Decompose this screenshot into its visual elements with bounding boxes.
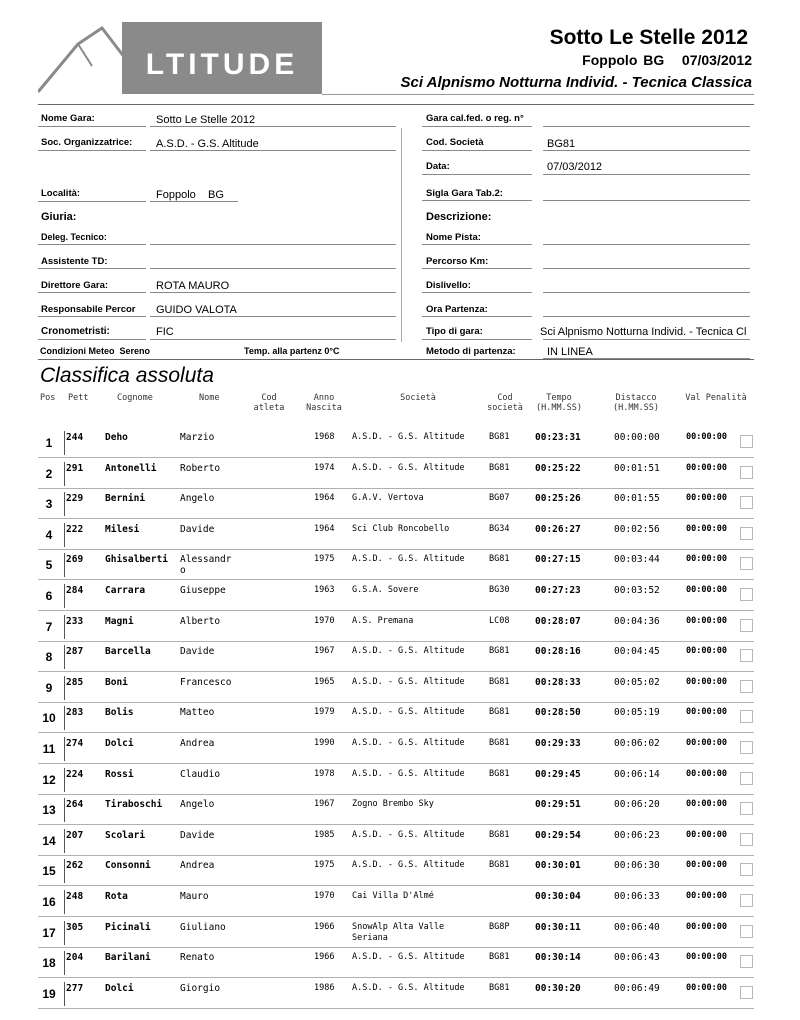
- distacco: 00:06:23: [614, 829, 660, 841]
- row-checkbox[interactable]: [740, 496, 753, 509]
- societa: A.S.D. - G.S. Altitude: [352, 554, 465, 565]
- cod-societa: BG81: [489, 707, 510, 718]
- societa: A.S.D. - G.S. Altitude: [352, 462, 465, 473]
- cod-societa: BG81: [489, 952, 510, 963]
- cognome: Rossi: [105, 768, 134, 780]
- row-separator: [64, 584, 65, 608]
- cronometristi-label: Cronometristi:: [41, 326, 110, 337]
- societa: A.S.D. - G.S. Altitude: [352, 952, 465, 963]
- data-label: Data:: [426, 161, 450, 172]
- anno-nascita: 1964: [314, 493, 335, 504]
- row-separator: [64, 492, 65, 516]
- penalita: 00:00:00: [686, 768, 727, 779]
- cognome: Deho: [105, 432, 128, 443]
- row-checkbox[interactable]: [740, 741, 753, 754]
- cognome: Dolci: [105, 982, 134, 994]
- tempo: 00:28:07: [535, 615, 581, 627]
- row-separator: [64, 431, 65, 455]
- row-checkbox[interactable]: [740, 925, 753, 938]
- penalita: 00:00:00: [686, 646, 727, 657]
- cognome: Milesi: [105, 523, 140, 535]
- table-row: [38, 948, 754, 978]
- societa: A.S.D. - G.S. Altitude: [352, 829, 465, 840]
- cod-soc-value: BG81: [547, 138, 576, 150]
- rank-number: 8: [45, 650, 53, 665]
- nome: Davide: [180, 829, 215, 841]
- row-checkbox[interactable]: [740, 955, 753, 968]
- bib-number: 291: [66, 462, 84, 474]
- rank-number: 18: [42, 956, 56, 971]
- row-separator: [64, 737, 65, 761]
- cod-soc-label: Cod. Società: [426, 137, 484, 148]
- row-checkbox[interactable]: [740, 680, 753, 693]
- bib-number: 224: [66, 768, 84, 780]
- tempo: 00:28:33: [535, 676, 581, 688]
- row-checkbox[interactable]: [740, 986, 753, 999]
- bib-number: 284: [66, 585, 84, 596]
- distacco: 00:06:30: [614, 860, 660, 872]
- classifica-title: Classifica assoluta: [40, 364, 214, 387]
- soc-org-label: Soc. Organizzatrice:: [41, 137, 133, 148]
- societa: A.S.D. - G.S. Altitude: [352, 738, 465, 748]
- descrizione-heading: Descrizione:: [426, 211, 492, 223]
- cognome: Rota: [105, 891, 128, 902]
- anno-nascita: 1985: [314, 829, 335, 840]
- rank-number: 7: [45, 619, 53, 634]
- distacco: 00:06:14: [614, 768, 660, 780]
- col-cognome: Cognome: [117, 393, 153, 403]
- nome: Roberto: [180, 462, 221, 474]
- row-checkbox[interactable]: [740, 894, 753, 907]
- row-checkbox[interactable]: [740, 466, 753, 479]
- distacco: 00:03:44: [614, 554, 660, 566]
- cod-societa: BG81: [489, 646, 510, 657]
- distacco: 00:04:45: [614, 646, 660, 658]
- tempo: 00:30:20: [535, 982, 581, 994]
- rank-number: 13: [42, 803, 56, 818]
- cod-societa: BG07: [489, 493, 510, 504]
- societa: A.S.D. - G.S. Altitude: [352, 707, 465, 718]
- anno-nascita: 1964: [314, 523, 335, 534]
- cognome: Barilani: [105, 952, 151, 964]
- rank-number: 5: [45, 558, 53, 573]
- row-separator: [64, 829, 65, 853]
- tempo: 00:30:14: [535, 952, 581, 964]
- nome: Marzio: [180, 432, 215, 443]
- anno-nascita: 1966: [314, 921, 335, 932]
- race-title: Sotto Le Stelle 2012: [549, 26, 748, 49]
- penalita: 00:00:00: [686, 462, 727, 473]
- anno-nascita: 1975: [314, 860, 335, 871]
- cognome: Consonni: [105, 860, 151, 872]
- cod-societa: BG81: [489, 768, 510, 779]
- distacco: 00:05:19: [614, 707, 660, 719]
- nome: Giorgio: [180, 982, 221, 994]
- penalita: 00:00:00: [686, 860, 727, 871]
- soc-org-value: A.S.D. - G.S. Altitude: [156, 138, 259, 150]
- table-row: [38, 795, 754, 825]
- bib-number: 283: [66, 707, 84, 719]
- cognome: Boni: [105, 676, 128, 688]
- distacco: 00:03:52: [614, 585, 660, 596]
- societa: A.S.D. - G.S. Altitude: [352, 432, 465, 442]
- row-separator: [64, 462, 65, 486]
- table-row: [38, 765, 754, 795]
- distacco: 00:06:33: [614, 891, 660, 902]
- row-separator: [64, 706, 65, 730]
- cod-societa: BG81: [489, 738, 510, 748]
- societa: Cai Villa D'Almé: [352, 891, 434, 901]
- deleg-label: Deleg. Tecnico:: [41, 232, 107, 242]
- nome: Mauro: [180, 891, 209, 902]
- assistente-label: Assistente TD:: [41, 256, 108, 267]
- tempo: 00:27:23: [535, 585, 581, 596]
- table-row: [38, 581, 754, 611]
- table-row: [38, 642, 754, 672]
- row-separator: [64, 921, 65, 945]
- info-top-rule: [38, 104, 754, 105]
- sigla-label: Sigla Gara Tab.2:: [426, 188, 503, 199]
- logo-text: LTITUDE: [145, 48, 299, 81]
- penalita: 00:00:00: [686, 554, 727, 565]
- nome: Renato: [180, 952, 215, 964]
- col-pett: Pett: [68, 393, 89, 403]
- rank-number: 1: [45, 436, 53, 450]
- rank-number: 3: [45, 497, 53, 512]
- penalita: 00:00:00: [686, 585, 727, 595]
- cod-societa: BG81: [489, 982, 510, 993]
- row-separator: [64, 859, 65, 883]
- col-cod-societa: Cod società: [487, 393, 523, 413]
- direttore-label: Direttore Gara:: [41, 280, 109, 291]
- condizioni-meteo: Condizioni Meteo Sereno: [40, 346, 151, 356]
- bib-number: 207: [66, 829, 84, 841]
- giuria-heading: Giuria:: [41, 211, 77, 223]
- penalita: 00:00:00: [686, 829, 727, 840]
- societa: A.S.D. - G.S. Altitude: [352, 982, 465, 993]
- table-row: [38, 673, 754, 703]
- cognome: Tiraboschi: [105, 799, 163, 811]
- col-penalita: Val Penalità: [685, 393, 747, 403]
- anno-nascita: 1978: [314, 768, 335, 779]
- row-separator: [64, 890, 65, 914]
- cod-societa: BG81: [489, 554, 510, 565]
- row-checkbox[interactable]: [740, 588, 753, 601]
- rank-number: 9: [45, 680, 53, 695]
- bib-number: 285: [66, 676, 84, 688]
- col-cod-atleta: Cod atleta: [253, 393, 285, 413]
- table-row: [38, 489, 754, 519]
- nome: Davide: [180, 646, 215, 658]
- anno-nascita: 1968: [314, 432, 335, 442]
- bib-number: 287: [66, 646, 84, 658]
- cod-societa: LC08: [489, 615, 510, 626]
- nome: Claudio: [180, 768, 221, 780]
- nome-gara-label: Nome Gara:: [41, 113, 95, 124]
- col-anno: Anno Nascita: [306, 393, 342, 413]
- bib-number: 248: [66, 891, 84, 902]
- table-row: [38, 612, 754, 642]
- row-checkbox[interactable]: [740, 527, 753, 540]
- header-rule: [322, 94, 754, 95]
- cod-societa: BG30: [489, 585, 510, 595]
- societa: A.S.D. - G.S. Altitude: [352, 768, 465, 779]
- rank-number: 2: [45, 466, 53, 481]
- tipo-gara-label: Tipo di gara:: [426, 326, 483, 337]
- localita-value: Foppolo BG: [156, 189, 224, 201]
- rank-number: 19: [42, 986, 56, 1001]
- row-separator: [64, 951, 65, 975]
- distacco: 00:06:20: [614, 799, 660, 811]
- penalita: 00:00:00: [686, 799, 727, 810]
- nome: Andrea: [180, 738, 215, 749]
- rank-number: 17: [42, 925, 56, 940]
- societa: Zogno Brembo Sky: [352, 799, 434, 810]
- col-tempo: Tempo (H.MM.SS): [535, 393, 583, 413]
- rank-number: 10: [42, 711, 56, 726]
- tipo-gara-value: Sci Alpnismo Notturna Individ. - Tecnica Cl: [540, 326, 747, 338]
- societa: A.S.D. - G.S. Altitude: [352, 860, 465, 871]
- distacco: 00:06:02: [614, 738, 660, 749]
- penalita: 00:00:00: [686, 921, 727, 932]
- bib-number: 204: [66, 952, 84, 964]
- row-divider: [38, 1008, 754, 1009]
- nome: Giuliano: [180, 921, 226, 933]
- anno-nascita: 1967: [314, 799, 335, 810]
- cognome: Bernini: [105, 493, 146, 505]
- temperatura: Temp. alla partenz 0°C: [244, 346, 340, 356]
- row-separator: [64, 645, 65, 669]
- tempo: 00:28:50: [535, 707, 581, 719]
- bib-number: 269: [66, 554, 84, 566]
- anno-nascita: 1966: [314, 952, 335, 963]
- rank-number: 16: [42, 895, 56, 909]
- penalita: 00:00:00: [686, 432, 727, 442]
- dislivello-label: Dislivello:: [426, 280, 471, 291]
- data-value: 07/03/2012: [547, 161, 603, 173]
- anno-nascita: 1979: [314, 707, 335, 718]
- societa: A.S.D. - G.S. Altitude: [352, 676, 465, 687]
- nome: Alberto: [180, 615, 221, 627]
- bib-number: 229: [66, 493, 84, 505]
- table-row: [38, 520, 754, 550]
- penalita: 00:00:00: [686, 615, 727, 626]
- cognome: Barcella: [105, 646, 151, 658]
- distacco: 00:05:02: [614, 676, 660, 688]
- cronometristi-value: FIC: [156, 326, 174, 338]
- localita-label: Località:: [41, 188, 81, 199]
- responsabile-label: Responsabile Percor: [41, 304, 136, 315]
- metodo-partenza-label: Metodo di partenza:: [426, 346, 516, 357]
- row-checkbox[interactable]: [740, 619, 753, 632]
- anno-nascita: 1974: [314, 462, 335, 473]
- penalita: 00:00:00: [686, 523, 727, 534]
- cognome: Antonelli: [105, 462, 157, 474]
- anno-nascita: 1970: [314, 615, 335, 626]
- rank-number: 14: [42, 833, 56, 848]
- metodo-partenza-value: IN LINEA: [547, 346, 593, 358]
- col-pos: Pos: [40, 393, 56, 403]
- anno-nascita: 1975: [314, 554, 335, 565]
- distacco: 00:00:00: [614, 432, 660, 443]
- col-societa: Società: [400, 393, 436, 403]
- info-bottom-rule: [38, 359, 754, 360]
- row-checkbox[interactable]: [740, 772, 753, 785]
- col-distacco: Distacco (H.MM.SS): [612, 393, 660, 413]
- societa: SnowAlp Alta Valle Seriana: [352, 921, 445, 943]
- table-row: [38, 550, 754, 580]
- table-row: [38, 979, 754, 1009]
- col-nome: Nome: [199, 393, 220, 403]
- gara-cal-label: Gara cal.fed. o reg. n°: [426, 113, 524, 124]
- row-separator: [64, 768, 65, 792]
- nome: Angelo: [180, 799, 215, 811]
- societa: A.S. Premana: [352, 615, 414, 626]
- table-row: [38, 734, 754, 764]
- row-separator: [64, 615, 65, 639]
- row-separator: [64, 798, 65, 822]
- distacco: 00:02:56: [614, 523, 660, 535]
- anno-nascita: 1986: [314, 982, 335, 993]
- cognome: Bolis: [105, 707, 134, 719]
- bib-number: 274: [66, 738, 84, 749]
- distacco: 00:06:40: [614, 921, 660, 933]
- anno-nascita: 1990: [314, 738, 335, 748]
- tempo: 00:29:54: [535, 829, 581, 841]
- rank-number: 4: [45, 527, 53, 542]
- tempo: 00:30:04: [535, 891, 581, 902]
- societa: G.A.V. Vertova: [352, 493, 424, 504]
- penalita: 00:00:00: [686, 493, 727, 504]
- bib-number: 233: [66, 615, 84, 627]
- percorso-label: Percorso Km:: [426, 256, 489, 267]
- row-checkbox[interactable]: [740, 557, 753, 570]
- direttore-value: ROTA MAURO: [156, 280, 230, 292]
- nome: Francesco: [180, 676, 232, 688]
- nome: Angelo: [180, 493, 215, 505]
- anno-nascita: 1967: [314, 646, 335, 657]
- info-column-divider: [401, 128, 402, 342]
- row-checkbox[interactable]: [740, 710, 753, 723]
- tempo: 00:25:22: [535, 462, 581, 474]
- penalita: 00:00:00: [686, 707, 727, 718]
- penalita: 00:00:00: [686, 891, 727, 901]
- cod-societa: BG81: [489, 860, 510, 871]
- nome: Matteo: [180, 707, 215, 719]
- anno-nascita: 1970: [314, 891, 335, 901]
- nome-gara-value: Sotto Le Stelle 2012: [156, 114, 256, 126]
- row-checkbox[interactable]: [740, 435, 753, 448]
- altitude-logo: [38, 22, 322, 94]
- nome: Davide: [180, 523, 215, 535]
- tempo: 00:28:16: [535, 646, 581, 658]
- societa: Sci Club Roncobello: [352, 523, 450, 534]
- societa: G.S.A. Sovere: [352, 585, 419, 595]
- row-checkbox[interactable]: [740, 802, 753, 815]
- cognome: Magni: [105, 615, 134, 627]
- table-row: [38, 459, 754, 489]
- row-checkbox[interactable]: [740, 649, 753, 662]
- race-subtitle: Sci Alpnismo Notturna Individ. - Tecnica Classica: [400, 74, 752, 91]
- tempo: 00:29:45: [535, 768, 581, 780]
- cognome: Carrara: [105, 585, 146, 596]
- table-row: [38, 887, 754, 917]
- distacco: 00:04:36: [614, 615, 660, 627]
- row-separator: [64, 553, 65, 577]
- cognome: Scolari: [105, 829, 146, 841]
- bib-number: 277: [66, 982, 84, 994]
- distacco: 00:06:49: [614, 982, 660, 994]
- tempo: 00:30:01: [535, 860, 581, 872]
- distacco: 00:01:51: [614, 462, 660, 474]
- nome: Alessandr o: [180, 554, 232, 577]
- anno-nascita: 1963: [314, 585, 335, 595]
- row-checkbox[interactable]: [740, 833, 753, 846]
- bib-number: 305: [66, 921, 84, 933]
- table-row: [38, 856, 754, 886]
- race-place-date: Foppolo BG 07/03/2012: [582, 52, 752, 68]
- tempo: 00:25:26: [535, 493, 581, 505]
- table-row: [38, 428, 754, 458]
- bib-number: 244: [66, 432, 84, 443]
- table-row: [38, 918, 754, 948]
- responsabile-value: GUIDO VALOTA: [156, 304, 237, 316]
- cognome: Ghisalberti: [105, 554, 168, 566]
- rank-number: 6: [45, 589, 53, 603]
- rank-number: 12: [42, 772, 56, 787]
- row-separator: [64, 523, 65, 547]
- cod-societa: BG81: [489, 829, 510, 840]
- penalita: 00:00:00: [686, 676, 727, 687]
- ora-partenza-label: Ora Partenza:: [426, 304, 488, 315]
- tempo: 00:29:33: [535, 738, 581, 749]
- penalita: 00:00:00: [686, 738, 727, 748]
- tempo: 00:23:31: [535, 432, 581, 443]
- cod-societa: BG34: [489, 523, 510, 534]
- cognome: Picinali: [105, 921, 151, 933]
- penalita: 00:00:00: [686, 982, 727, 993]
- table-row: [38, 703, 754, 733]
- nome-pista-label: Nome Pista:: [426, 232, 481, 243]
- tempo: 00:29:51: [535, 799, 581, 811]
- rank-number: 15: [42, 864, 56, 879]
- societa: A.S.D. - G.S. Altitude: [352, 646, 465, 657]
- nome: Giuseppe: [180, 585, 226, 596]
- tempo: 00:27:15: [535, 554, 581, 566]
- row-separator: [64, 676, 65, 700]
- cod-societa: BG81: [489, 676, 510, 687]
- tempo: 00:26:27: [535, 523, 581, 535]
- anno-nascita: 1965: [314, 676, 335, 687]
- cod-societa: BG8P: [489, 921, 510, 932]
- bib-number: 262: [66, 860, 84, 872]
- nome: Andrea: [180, 860, 215, 872]
- penalita: 00:00:00: [686, 952, 727, 963]
- cod-societa: BG81: [489, 432, 510, 442]
- bib-number: 222: [66, 523, 84, 535]
- table-row: [38, 826, 754, 856]
- cognome: Dolci: [105, 738, 134, 749]
- distacco: 00:01:55: [614, 493, 660, 505]
- row-checkbox[interactable]: [740, 863, 753, 876]
- row-separator: [64, 982, 65, 1006]
- rank-number: 11: [42, 742, 56, 756]
- cod-societa: BG81: [489, 462, 510, 473]
- bib-number: 264: [66, 799, 84, 811]
- tempo: 00:30:11: [535, 921, 581, 933]
- distacco: 00:06:43: [614, 952, 660, 964]
